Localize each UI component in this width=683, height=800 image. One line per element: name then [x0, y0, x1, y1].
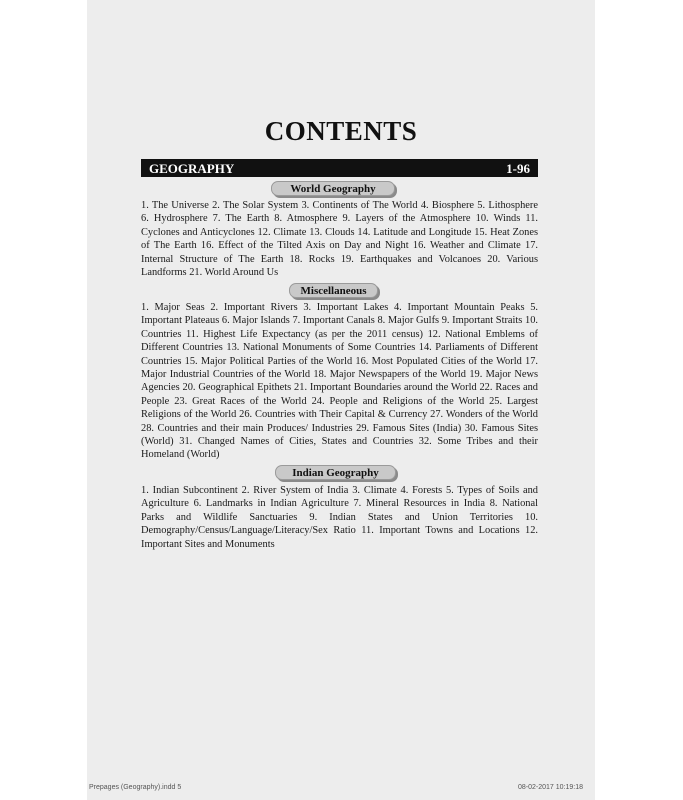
- subsection-text-world-geography: 1. The Universe 2. The Solar System 3. Continents of The World 4. Biosphere 5. Lithosphere 6. Hydrosphere 7. The Earth 8. Atmosphere 9. Layers of the Atmosphere 10. Winds 11. Cyclones and Anticyclones 12. Climate 13. Clouds 14. Latitude and Longitude 15. Heat Zones of The Earth 16. Effect of the Tilted Axis on Day and Night 16. Weather and Climate 17. Internal Structure of The Earth 18. Rocks 19. Earthquakes and Volcanoes 20. Various Landforms 21. World Around Us: [141, 200, 538, 279]
- subsection-heading-indian-geography: Indian Geography: [275, 465, 396, 480]
- subsection-heading-miscellaneous: Miscellaneous: [289, 283, 378, 298]
- subsection-heading-world-geography: World Geography: [271, 181, 395, 196]
- section-header: [141, 159, 538, 177]
- subsection-text-miscellaneous: 1. Major Seas 2. Important Rivers 3. Important Lakes 4. Important Mountain Peaks 5. Important Plateaus 6. Major Islands 7. Important Canals 8. Major Gulfs 9. Important Straits 10. Countries 11. Highest Life Expectancy (as per the 2011 census) 12. National Emblems of Different Countries 13. National Monuments of Some Countries 14. Parliaments of Different Countries 15. Major Political Parties of the World 16. Most Populated Cities of the World 17. Major Industrial Countries of the World 18. Major Newspapers of the World 19. Major News Agencies 20. Geographical Epithets 21. Important Boundaries around the World 22. Races and People 23. Great Races of the World 24. People and Religions of the World 25. Largest Religions of the World 26. Countries with Their Capital & Currency 27. Wonders of the World 28. Countries and their main Produces/ Industries 29. Famous Sites (India) 30. Famous Sites (World) 31. Changed Names of Cities, States and Countries 32. Some Tribes and their Homeland (World): [141, 302, 538, 461]
- document-page: [87, 0, 595, 800]
- footer-filename: Prepages (Geography).indd 5: [89, 784, 182, 791]
- page-title: CONTENTS: [264, 116, 418, 146]
- subsection-text-indian-geography: 1. Indian Subcontinent 2. River System of India 3. Climate 4. Forests 5. Types of Soils and Agriculture 6. Landmarks in Indian Agriculture 7. Mineral Resources in India 8. National Parks and Wildlife Sanctuaries 9. Indian States and Union Territories 10. Demography/Census/Language/Literacy/Sex Ratio 11. Important Towns and Locations 12. Important Sites and Monuments: [141, 485, 538, 550]
- footer-timestamp: 08-02-2017 10:19:18: [518, 784, 583, 791]
- section-page-range: 1-96: [506, 160, 530, 176]
- section-name: GEOGRAPHY: [149, 160, 235, 176]
